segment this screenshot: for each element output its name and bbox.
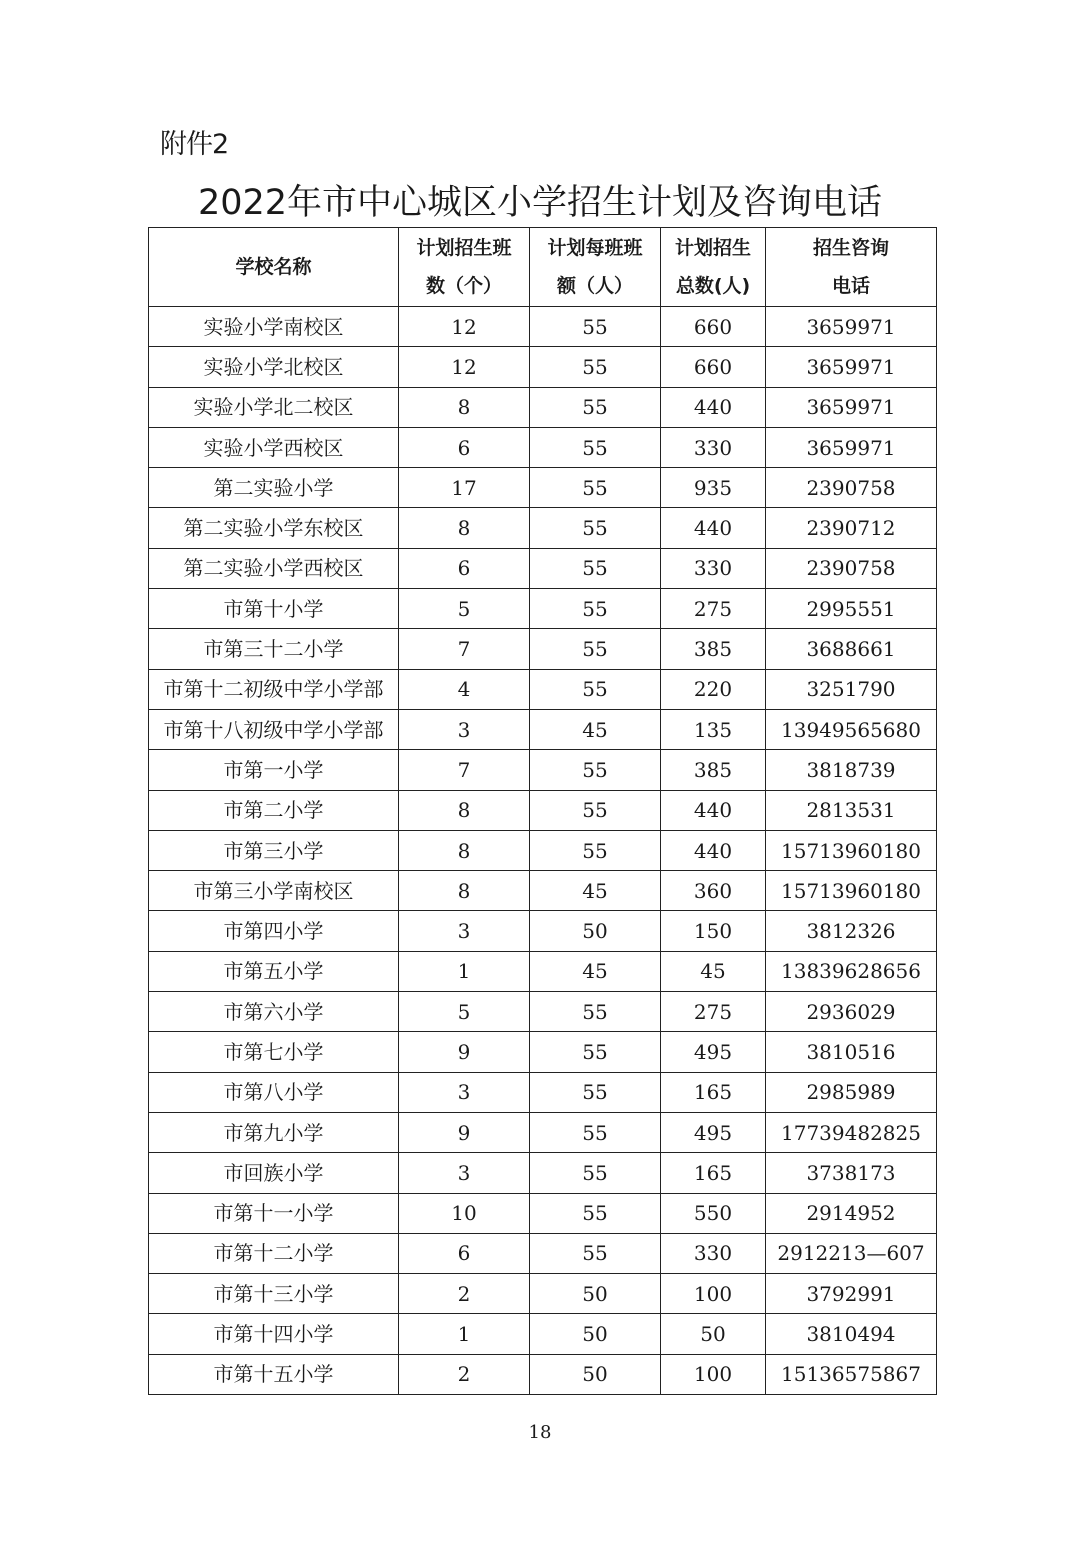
document-title: 2022年市中心城区小学招生计划及咨询电话 bbox=[197, 183, 883, 223]
table-row bbox=[149, 1354, 937, 1394]
cell-total: 385 bbox=[661, 750, 766, 790]
cell-school-name: 市第一小学 bbox=[149, 750, 399, 790]
cell-school-name: 市第三十二小学 bbox=[149, 629, 399, 669]
cell-phone: 3659971 bbox=[766, 307, 937, 347]
cell-school-name: 市第十五小学 bbox=[149, 1354, 399, 1394]
cell-phone: 3659971 bbox=[766, 387, 937, 427]
cell-classes: 2 bbox=[399, 1354, 530, 1394]
cell-phone: 3818739 bbox=[766, 750, 937, 790]
table-row bbox=[149, 387, 937, 427]
table-row bbox=[149, 548, 937, 588]
cell-total: 440 bbox=[661, 830, 766, 870]
cell-phone: 2390758 bbox=[766, 548, 937, 588]
cell-phone: 2390758 bbox=[766, 468, 937, 508]
table-row bbox=[149, 589, 937, 629]
cell-per-class: 55 bbox=[530, 548, 661, 588]
table-row bbox=[149, 992, 937, 1032]
cell-phone: 3688661 bbox=[766, 629, 937, 669]
cell-school-name: 市第二小学 bbox=[149, 790, 399, 830]
header-phone-line1: 招生咨询 bbox=[812, 237, 889, 259]
cell-total: 165 bbox=[661, 1153, 766, 1193]
header-row bbox=[149, 228, 937, 307]
cell-school-name: 市第五小学 bbox=[149, 951, 399, 991]
cell-phone: 3810494 bbox=[766, 1314, 937, 1354]
table-row bbox=[149, 1112, 937, 1152]
cell-per-class: 55 bbox=[530, 307, 661, 347]
cell-classes: 1 bbox=[399, 951, 530, 991]
table-row bbox=[149, 307, 937, 347]
cell-classes: 1 bbox=[399, 1314, 530, 1354]
cell-classes: 3 bbox=[399, 1072, 530, 1112]
cell-total: 495 bbox=[661, 1112, 766, 1152]
cell-per-class: 55 bbox=[530, 669, 661, 709]
cell-total: 660 bbox=[661, 347, 766, 387]
table-row bbox=[149, 427, 937, 467]
cell-classes: 9 bbox=[399, 1032, 530, 1072]
cell-school-name: 市第十二小学 bbox=[149, 1233, 399, 1273]
header-total bbox=[661, 228, 766, 307]
cell-phone: 2912213—607 bbox=[766, 1233, 937, 1273]
enrollment-table bbox=[148, 227, 937, 1395]
cell-phone: 3810516 bbox=[766, 1032, 937, 1072]
header-total-line2: 总数(人) bbox=[675, 275, 751, 297]
header-per-class-line1: 计划每班班 bbox=[547, 237, 643, 259]
cell-phone: 2914952 bbox=[766, 1193, 937, 1233]
cell-school-name: 市第九小学 bbox=[149, 1112, 399, 1152]
cell-school-name: 实验小学南校区 bbox=[149, 307, 399, 347]
table-row bbox=[149, 1274, 937, 1314]
cell-per-class: 55 bbox=[530, 1072, 661, 1112]
header-total-line1: 计划招生 bbox=[674, 237, 751, 259]
header-school-name: 学校名称 bbox=[149, 228, 399, 307]
cell-per-class: 55 bbox=[530, 790, 661, 830]
cell-phone: 3812326 bbox=[766, 911, 937, 951]
cell-total: 935 bbox=[661, 468, 766, 508]
cell-school-name: 市第十四小学 bbox=[149, 1314, 399, 1354]
cell-phone: 3659971 bbox=[766, 347, 937, 387]
table-row bbox=[149, 1072, 937, 1112]
cell-per-class: 55 bbox=[530, 992, 661, 1032]
cell-classes: 6 bbox=[399, 427, 530, 467]
cell-classes: 6 bbox=[399, 1233, 530, 1273]
cell-total: 135 bbox=[661, 709, 766, 749]
cell-total: 275 bbox=[661, 589, 766, 629]
cell-per-class: 45 bbox=[530, 871, 661, 911]
cell-phone: 15136575867 bbox=[766, 1354, 937, 1394]
cell-total: 100 bbox=[661, 1274, 766, 1314]
table-row bbox=[149, 508, 937, 548]
cell-total: 100 bbox=[661, 1354, 766, 1394]
table-row bbox=[149, 629, 937, 669]
cell-phone: 15713960180 bbox=[766, 871, 937, 911]
cell-total: 550 bbox=[661, 1193, 766, 1233]
cell-total: 330 bbox=[661, 1233, 766, 1273]
cell-per-class: 55 bbox=[530, 1153, 661, 1193]
cell-classes: 8 bbox=[399, 508, 530, 548]
cell-per-class: 55 bbox=[530, 347, 661, 387]
cell-total: 440 bbox=[661, 508, 766, 548]
cell-per-class: 55 bbox=[530, 750, 661, 790]
table-row bbox=[149, 1032, 937, 1072]
cell-per-class: 55 bbox=[530, 629, 661, 669]
cell-total: 385 bbox=[661, 629, 766, 669]
cell-per-class: 55 bbox=[530, 468, 661, 508]
cell-classes: 5 bbox=[399, 992, 530, 1032]
header-classes-line2: 数（个） bbox=[425, 275, 502, 297]
cell-phone: 2995551 bbox=[766, 589, 937, 629]
cell-phone: 3659971 bbox=[766, 427, 937, 467]
table-row bbox=[149, 871, 937, 911]
cell-phone: 2390712 bbox=[766, 508, 937, 548]
cell-total: 165 bbox=[661, 1072, 766, 1112]
table-body bbox=[149, 307, 937, 1395]
cell-per-class: 55 bbox=[530, 830, 661, 870]
cell-school-name: 市第十小学 bbox=[149, 589, 399, 629]
cell-phone: 3251790 bbox=[766, 669, 937, 709]
cell-school-name: 市第十八初级中学小学部 bbox=[149, 709, 399, 749]
header-classes bbox=[399, 228, 530, 307]
cell-classes: 3 bbox=[399, 911, 530, 951]
cell-total: 660 bbox=[661, 307, 766, 347]
cell-phone: 2936029 bbox=[766, 992, 937, 1032]
cell-school-name: 实验小学北二校区 bbox=[149, 387, 399, 427]
cell-school-name: 第二实验小学东校区 bbox=[149, 508, 399, 548]
attachment-label: 附件2 bbox=[160, 129, 229, 160]
cell-per-class: 55 bbox=[530, 1112, 661, 1152]
cell-total: 440 bbox=[661, 790, 766, 830]
header-per-class bbox=[530, 228, 661, 307]
table-row bbox=[149, 951, 937, 991]
cell-phone: 3792991 bbox=[766, 1274, 937, 1314]
cell-per-class: 50 bbox=[530, 911, 661, 951]
table-row bbox=[149, 1193, 937, 1233]
cell-classes: 8 bbox=[399, 830, 530, 870]
cell-total: 440 bbox=[661, 387, 766, 427]
cell-per-class: 55 bbox=[530, 1233, 661, 1273]
cell-per-class: 55 bbox=[530, 508, 661, 548]
table-row bbox=[149, 1314, 937, 1354]
cell-total: 50 bbox=[661, 1314, 766, 1354]
cell-per-class: 45 bbox=[530, 709, 661, 749]
header-phone-line2: 电话 bbox=[831, 275, 870, 297]
cell-phone: 2985989 bbox=[766, 1072, 937, 1112]
table-row bbox=[149, 709, 937, 749]
cell-per-class: 50 bbox=[530, 1354, 661, 1394]
cell-school-name: 第二实验小学西校区 bbox=[149, 548, 399, 588]
table-row bbox=[149, 750, 937, 790]
cell-classes: 5 bbox=[399, 589, 530, 629]
cell-classes: 3 bbox=[399, 1153, 530, 1193]
cell-per-class: 55 bbox=[530, 1032, 661, 1072]
cell-classes: 7 bbox=[399, 629, 530, 669]
cell-classes: 12 bbox=[399, 307, 530, 347]
cell-classes: 3 bbox=[399, 709, 530, 749]
cell-classes: 2 bbox=[399, 1274, 530, 1314]
cell-phone: 15713960180 bbox=[766, 830, 937, 870]
cell-per-class: 50 bbox=[530, 1314, 661, 1354]
cell-school-name: 市第十二初级中学小学部 bbox=[149, 669, 399, 709]
cell-total: 45 bbox=[661, 951, 766, 991]
cell-school-name: 市第八小学 bbox=[149, 1072, 399, 1112]
table-row bbox=[149, 830, 937, 870]
cell-school-name: 实验小学北校区 bbox=[149, 347, 399, 387]
table-row bbox=[149, 468, 937, 508]
header-classes-line1: 计划招生班 bbox=[416, 237, 512, 259]
table-row bbox=[149, 669, 937, 709]
cell-phone: 13839628656 bbox=[766, 951, 937, 991]
cell-total: 330 bbox=[661, 548, 766, 588]
table-header bbox=[149, 228, 937, 307]
page-number: 18 bbox=[528, 1422, 552, 1443]
cell-classes: 8 bbox=[399, 790, 530, 830]
cell-per-class: 45 bbox=[530, 951, 661, 991]
table-row bbox=[149, 911, 937, 951]
cell-total: 275 bbox=[661, 992, 766, 1032]
table-row bbox=[149, 1153, 937, 1193]
cell-classes: 8 bbox=[399, 387, 530, 427]
header-phone bbox=[766, 228, 937, 307]
cell-phone: 17739482825 bbox=[766, 1112, 937, 1152]
cell-total: 220 bbox=[661, 669, 766, 709]
table-row bbox=[149, 347, 937, 387]
cell-school-name: 市第三小学南校区 bbox=[149, 871, 399, 911]
cell-classes: 8 bbox=[399, 871, 530, 911]
cell-school-name: 市回族小学 bbox=[149, 1153, 399, 1193]
cell-phone: 3738173 bbox=[766, 1153, 937, 1193]
cell-school-name: 市第十一小学 bbox=[149, 1193, 399, 1233]
cell-school-name: 市第六小学 bbox=[149, 992, 399, 1032]
cell-classes: 10 bbox=[399, 1193, 530, 1233]
cell-school-name: 实验小学西校区 bbox=[149, 427, 399, 467]
cell-school-name: 市第四小学 bbox=[149, 911, 399, 951]
cell-total: 495 bbox=[661, 1032, 766, 1072]
cell-classes: 12 bbox=[399, 347, 530, 387]
cell-school-name: 市第十三小学 bbox=[149, 1274, 399, 1314]
cell-classes: 7 bbox=[399, 750, 530, 790]
cell-total: 150 bbox=[661, 911, 766, 951]
cell-school-name: 市第三小学 bbox=[149, 830, 399, 870]
cell-per-class: 55 bbox=[530, 427, 661, 467]
cell-phone: 2813531 bbox=[766, 790, 937, 830]
cell-classes: 6 bbox=[399, 548, 530, 588]
cell-classes: 4 bbox=[399, 669, 530, 709]
cell-per-class: 55 bbox=[530, 589, 661, 629]
cell-classes: 9 bbox=[399, 1112, 530, 1152]
cell-phone: 13949565680 bbox=[766, 709, 937, 749]
header-per-class-line2: 额（人） bbox=[556, 275, 633, 297]
cell-per-class: 50 bbox=[530, 1274, 661, 1314]
cell-total: 360 bbox=[661, 871, 766, 911]
cell-per-class: 55 bbox=[530, 1193, 661, 1233]
cell-per-class: 55 bbox=[530, 387, 661, 427]
cell-classes: 17 bbox=[399, 468, 530, 508]
cell-school-name: 第二实验小学 bbox=[149, 468, 399, 508]
cell-total: 330 bbox=[661, 427, 766, 467]
cell-school-name: 市第七小学 bbox=[149, 1032, 399, 1072]
table-row bbox=[149, 1233, 937, 1273]
table-row bbox=[149, 790, 937, 830]
